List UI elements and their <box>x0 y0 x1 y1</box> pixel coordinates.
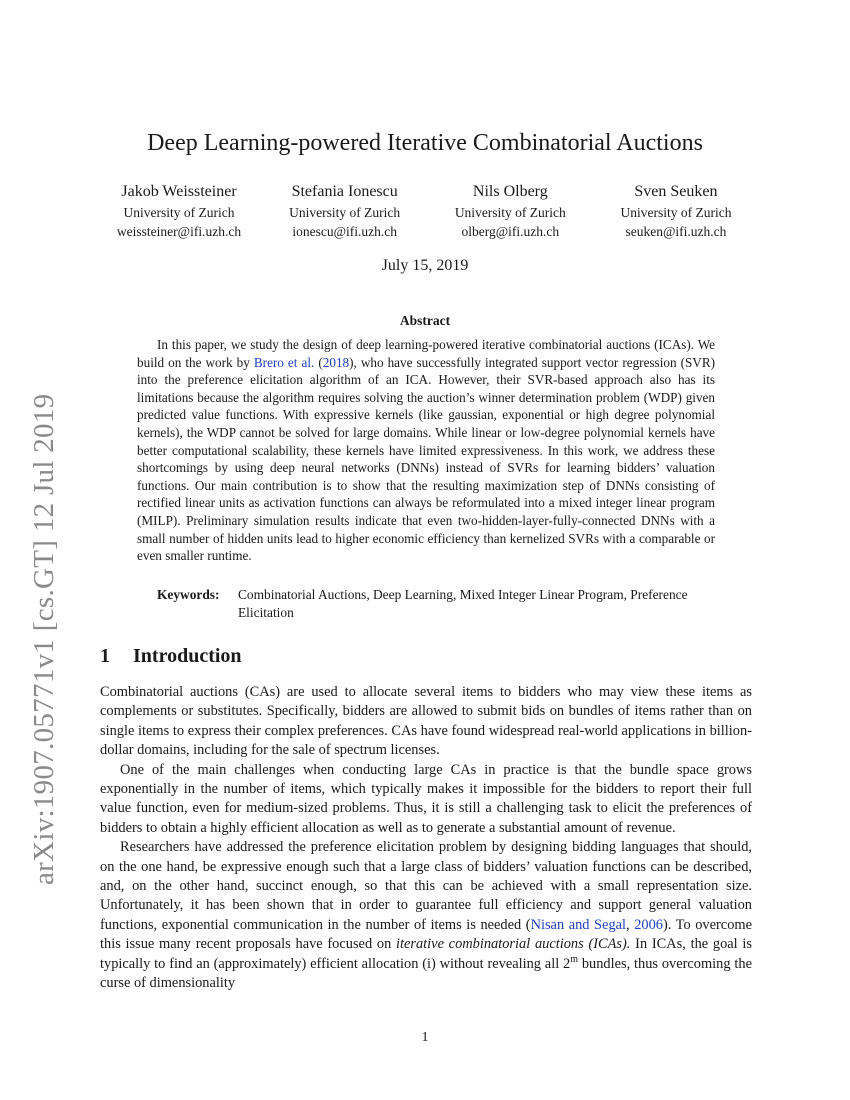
author-affiliation: University of Zurich <box>620 205 732 220</box>
arxiv-side-stamp: arXiv:1907.05771v1 [cs.GT] 12 Jul 2019 <box>28 393 60 885</box>
section-title: Introduction <box>133 645 242 667</box>
abstract-heading: Abstract <box>399 313 451 328</box>
citation-year-link[interactable]: 2006 <box>634 916 663 933</box>
author-email: seuken@ifi.uzh.ch <box>625 224 727 239</box>
author <box>431 181 589 241</box>
author-name: Nils Olberg <box>472 183 548 200</box>
emphasis: iterative combinatorial auctions (ICAs). <box>396 936 631 953</box>
citation-year-link[interactable]: 2018 <box>322 354 350 370</box>
author-name: Sven Seuken <box>634 183 718 200</box>
paragraph: Combinatorial auctions (CAs) are used to allocate several items to bidders who may view these items as complements or substitutes. Specifically, bidders are allowed to submit bids on bundles of items rather than on single items to express their complex preferences. CAs have found widespread real-world applications in billion-dollar domains, including for the sale of spectrum licenses. <box>100 684 752 759</box>
author-name: Jakob Weissteiner <box>121 183 237 200</box>
citation-link[interactable]: Brero et al. <box>253 354 315 370</box>
author-email: weissteiner@ifi.uzh.ch <box>116 224 242 239</box>
section-number: 1 <box>100 645 110 667</box>
author-affiliation: University of Zurich <box>289 205 401 220</box>
author-email: olberg@ifi.uzh.ch <box>461 224 560 239</box>
abstract-body: In this paper, we study the design of deep learning-powered iterative combinatorial auctions (ICAs). We build on the work by Brero et al. (2018), who have successfully integrated support vector regression (SVR) into the preference elicitation algorithm of an ICA. However, their SVR-based approach also has its limitations because the algorithm requires solving the auction’s winner determination problem (WDP) given predicted value functions. With expressive kernels (like gaussian, exponential or high degree polynomial kernels), the WDP cannot be solved for large domains. While linear or low-degree polynomial kernels have better computational scalability, these kernels have limited expressiveness. In this work, we address these shortcomings by using deep neural networks (DNNs) instead of SVRs for learning bidders’ valuation functions. Our main contribution is to show that the resulting maximization step of DNNs consisting of rectified linear units as activation functions can always be reformulated into a mixed integer linear program (MILP). Preliminary simulation results indicate that even two-hidden-layer-fully-connected DNNs with a small number of hidden units lead to higher economic efficiency than kernelized SVRs with a comparable or even smaller runtime. <box>137 337 716 564</box>
paragraph: One of the main challenges when conducting large CAs in practice is that the bundle space grows exponentially in the number of items, which typically makes it impossible for the bidders to report their full value function, even for medium-sized problems. Thus, it is still a challenging task to elicit the preferences of bidders to obtain a highly efficient allocation as well as to generate a substantial amount of revenue. <box>100 761 752 836</box>
page-number: 1 <box>421 1030 429 1045</box>
paper-title: Deep Learning-powered Iterative Combinatorial Auctions <box>147 130 703 156</box>
author-email: ionescu@ifi.uzh.ch <box>292 224 397 239</box>
citation-link[interactable]: Nisan and Segal <box>530 916 627 933</box>
superscript: m <box>570 953 578 965</box>
intro-body <box>100 683 752 994</box>
keywords-text: Combinatorial Auctions, Deep Learning, Mixed Integer Linear Program, Preference Elicitation <box>238 587 688 620</box>
author-affiliation: University of Zurich <box>454 205 566 220</box>
author <box>597 181 755 241</box>
paper-date: July 15, 2019 <box>381 257 469 274</box>
author <box>100 181 258 241</box>
author-block <box>100 181 755 241</box>
paragraph: Researchers have addressed the preference elicitation problem by designing bidding languages that should, on the one hand, be expressive enough such that a large class of bidders’ valuation functions can be described, and, on the other hand, succinct enough, so that this can be achieved with a small representation size. Unfortunately, it has been shown that in order to guarantee full efficiency and support general valuation functions, exponential communication in the number of items is needed (Nisan and Segal, 2006). To overcome this issue many recent proposals have focused on iterative combinatorial auctions (ICAs). In ICAs, the goal is typically to find an (approximately) efficient allocation (i) without revealing all 2$^m$ bundles, thus overcoming the curse of dimensionality <box>100 839 752 992</box>
author <box>266 181 424 241</box>
author-name: Stefania Ionescu <box>291 183 398 200</box>
keywords-label: Keywords: <box>157 587 220 602</box>
author-affiliation: University of Zurich <box>123 205 235 220</box>
section-heading <box>100 645 242 668</box>
